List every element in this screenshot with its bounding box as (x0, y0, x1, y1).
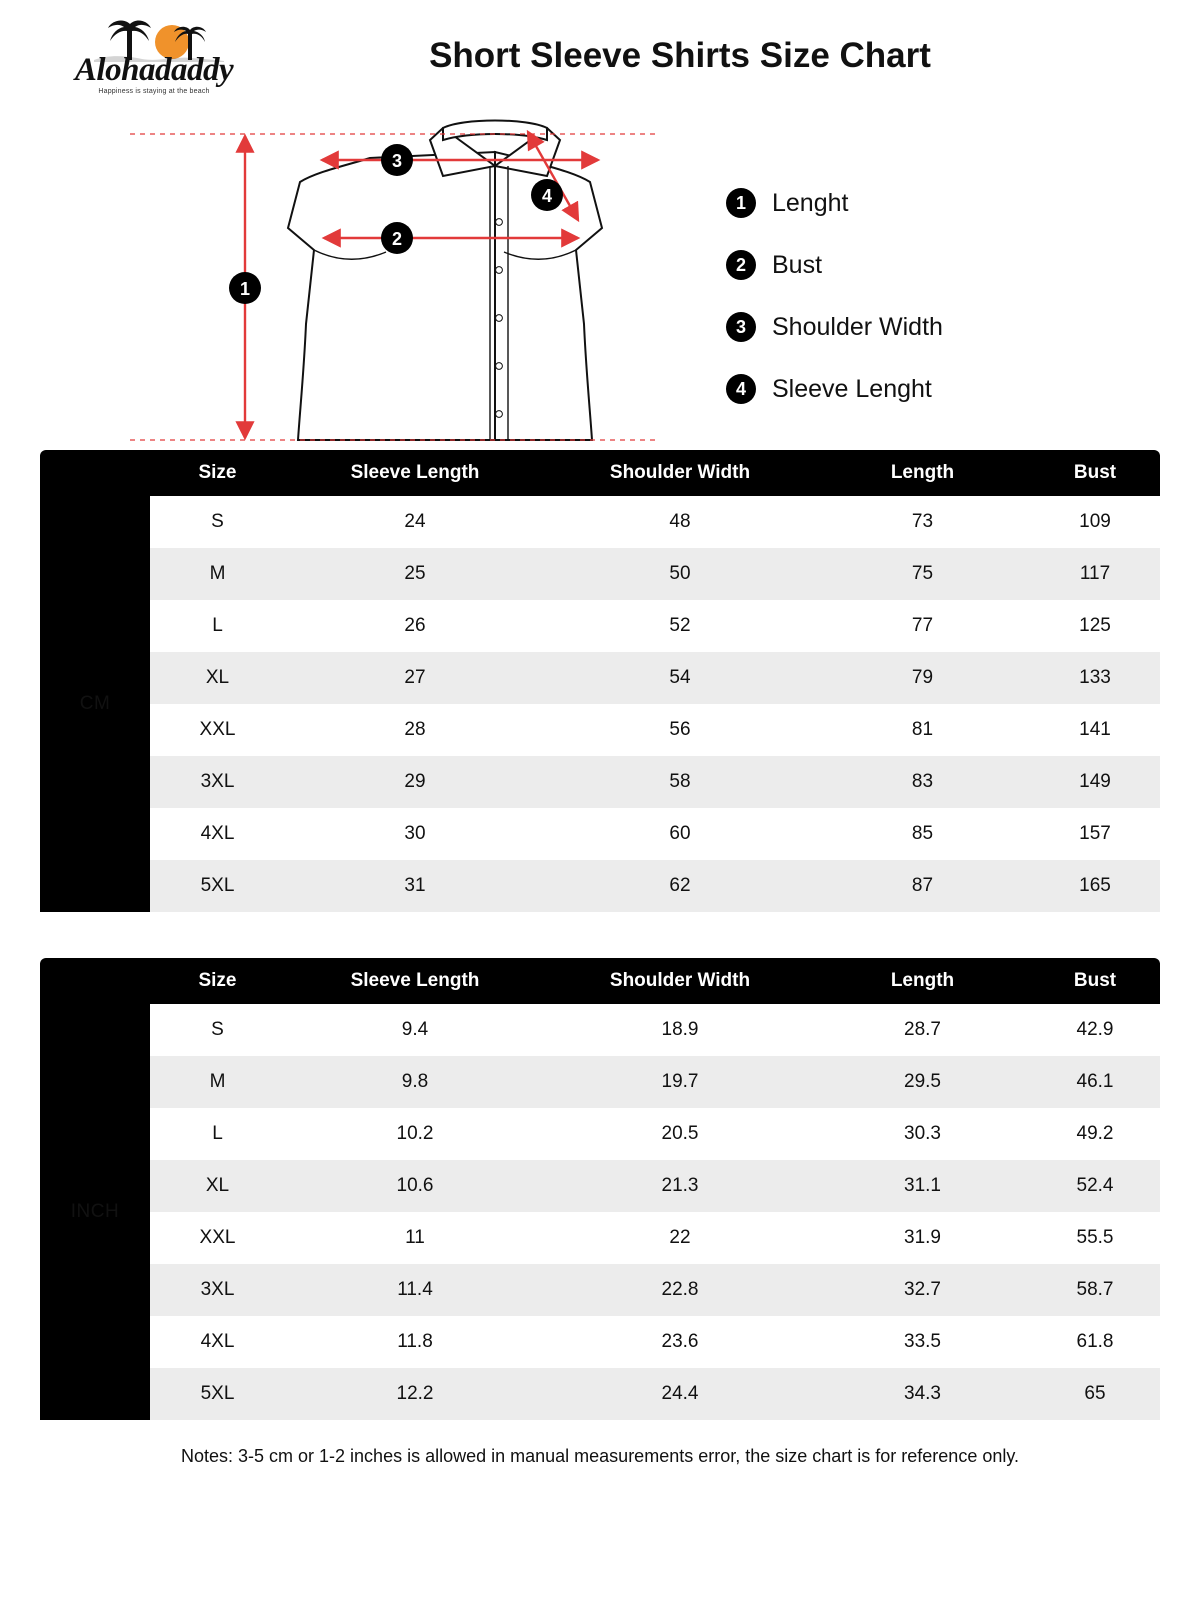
legend-item-shoulder-width (726, 296, 943, 358)
size-table-cm (40, 450, 1160, 912)
cell-shoulder-width: 62 (545, 860, 815, 912)
cell-size: XXL (150, 704, 285, 756)
cell-shoulder-width: 19.7 (545, 1056, 815, 1108)
brand-logo (34, 14, 274, 110)
cell-length: 73 (815, 496, 1030, 548)
table-row (40, 1056, 1160, 1108)
col-header-shoulder-width: Shoulder Width (545, 450, 815, 496)
cell-bust: 125 (1030, 600, 1160, 652)
table-header-row (40, 450, 1160, 496)
cell-length: 75 (815, 548, 1030, 600)
cell-sleeve-length: 26 (285, 600, 545, 652)
col-header-size: Size (150, 958, 285, 1004)
cell-sleeve-length: 31 (285, 860, 545, 912)
cell-bust: 133 (1030, 652, 1160, 704)
legend-item-bust (726, 234, 943, 296)
table-header-row (40, 958, 1160, 1004)
cell-bust: 55.5 (1030, 1212, 1160, 1264)
cell-length: 32.7 (815, 1264, 1030, 1316)
size-table-inch (40, 958, 1160, 1420)
cell-length: 81 (815, 704, 1030, 756)
svg-text:4: 4 (541, 186, 553, 206)
cell-sleeve-length: 27 (285, 652, 545, 704)
cm-table-wrap (40, 450, 1160, 912)
cell-shoulder-width: 22 (545, 1212, 815, 1264)
measurement-diagram (0, 110, 1200, 450)
cell-shoulder-width: 24.4 (545, 1368, 815, 1420)
table-row (40, 1108, 1160, 1160)
legend-item-sleeve-length (726, 358, 943, 420)
cell-sleeve-length: 10.6 (285, 1160, 545, 1212)
cell-size: XL (150, 652, 285, 704)
table-row (40, 496, 1160, 548)
cell-bust: 58.7 (1030, 1264, 1160, 1316)
table-row (40, 704, 1160, 756)
cell-bust: 42.9 (1030, 1004, 1160, 1056)
cell-size: L (150, 1108, 285, 1160)
page-title: Short Sleeve Shirts Size Chart (429, 36, 931, 75)
table-row (40, 860, 1160, 912)
legend-number-1: 1 (726, 188, 756, 218)
cell-shoulder-width: 23.6 (545, 1316, 815, 1368)
cell-sleeve-length: 12.2 (285, 1368, 545, 1420)
legend-number-3: 3 (726, 312, 756, 342)
cell-length: 79 (815, 652, 1030, 704)
cell-shoulder-width: 18.9 (545, 1004, 815, 1056)
col-header-bust: Bust (1030, 958, 1160, 1004)
cell-shoulder-width: 56 (545, 704, 815, 756)
table-spacer (0, 912, 1200, 958)
cell-length: 33.5 (815, 1316, 1030, 1368)
cell-size: M (150, 1056, 285, 1108)
shirt-diagram-svg (100, 110, 800, 450)
cell-bust: 49.2 (1030, 1108, 1160, 1160)
legend-label-bust: Bust (772, 250, 823, 279)
cell-size: 4XL (150, 808, 285, 860)
cell-sleeve-length: 25 (285, 548, 545, 600)
legend-label-length: Lenght (772, 188, 849, 217)
cell-bust: 117 (1030, 548, 1160, 600)
cell-size: 5XL (150, 1368, 285, 1420)
cell-bust: 61.8 (1030, 1316, 1160, 1368)
legend-label-shoulder-width: Shoulder Width (772, 312, 943, 341)
cell-bust: 109 (1030, 496, 1160, 548)
table-row (40, 600, 1160, 652)
cell-sleeve-length: 11 (285, 1212, 545, 1264)
cell-bust: 46.1 (1030, 1056, 1160, 1108)
table-row (40, 756, 1160, 808)
unit-header-cm (40, 450, 150, 496)
legend-number-2: 2 (726, 250, 756, 280)
cell-length: 83 (815, 756, 1030, 808)
table-row (40, 1264, 1160, 1316)
legend-number-4: 4 (726, 374, 756, 404)
legend (726, 172, 943, 420)
cell-length: 30.3 (815, 1108, 1030, 1160)
cell-size: XXL (150, 1212, 285, 1264)
cell-shoulder-width: 48 (545, 496, 815, 548)
table-row (40, 1368, 1160, 1420)
cell-size: 4XL (150, 1316, 285, 1368)
cell-length: 34.3 (815, 1368, 1030, 1420)
cell-bust: 141 (1030, 704, 1160, 756)
cell-size: S (150, 1004, 285, 1056)
unit-label-inch: INCH (40, 1004, 150, 1420)
inch-table-wrap (40, 958, 1160, 1420)
cell-size: S (150, 496, 285, 548)
notes-text: Notes: 3-5 cm or 1-2 inches is allowed in manual measurements error, the size chart is for reference only. (180, 1446, 1020, 1466)
cell-length: 29.5 (815, 1056, 1030, 1108)
cell-shoulder-width: 21.3 (545, 1160, 815, 1212)
cell-sleeve-length: 9.4 (285, 1004, 545, 1056)
table-row (40, 1212, 1160, 1264)
cell-size: 5XL (150, 860, 285, 912)
cell-length: 28.7 (815, 1004, 1030, 1056)
col-header-length: Length (815, 958, 1030, 1004)
table-row (40, 1004, 1160, 1056)
cell-shoulder-width: 52 (545, 600, 815, 652)
legend-item-length (726, 172, 943, 234)
table-row (40, 1160, 1160, 1212)
table-row (40, 652, 1160, 704)
col-header-shoulder-width: Shoulder Width (545, 958, 815, 1004)
col-header-bust: Bust (1030, 450, 1160, 496)
cell-bust: 157 (1030, 808, 1160, 860)
legend-label-sleeve-length: Sleeve Lenght (772, 374, 932, 403)
svg-text:1: 1 (239, 279, 251, 299)
unit-header-inch (40, 958, 150, 1004)
cell-length: 77 (815, 600, 1030, 652)
cell-bust: 52.4 (1030, 1160, 1160, 1212)
svg-text:2: 2 (391, 229, 403, 249)
cell-size: M (150, 548, 285, 600)
svg-text:3: 3 (391, 151, 403, 171)
cell-length: 31.1 (815, 1160, 1030, 1212)
cell-sleeve-length: 24 (285, 496, 545, 548)
cell-sleeve-length: 9.8 (285, 1056, 545, 1108)
page-header (0, 0, 1200, 110)
cell-length: 31.9 (815, 1212, 1030, 1264)
cell-bust: 65 (1030, 1368, 1160, 1420)
cell-size: L (150, 600, 285, 652)
cell-sleeve-length: 28 (285, 704, 545, 756)
cell-shoulder-width: 20.5 (545, 1108, 815, 1160)
cell-shoulder-width: 54 (545, 652, 815, 704)
cell-length: 87 (815, 860, 1030, 912)
col-header-size: Size (150, 450, 285, 496)
cell-length: 85 (815, 808, 1030, 860)
cell-sleeve-length: 11.8 (285, 1316, 545, 1368)
cell-sleeve-length: 29 (285, 756, 545, 808)
table-row (40, 548, 1160, 600)
cell-bust: 149 (1030, 756, 1160, 808)
cell-size: XL (150, 1160, 285, 1212)
cell-sleeve-length: 30 (285, 808, 545, 860)
col-header-length: Length (815, 450, 1030, 496)
cell-sleeve-length: 10.2 (285, 1108, 545, 1160)
cell-size: 3XL (150, 1264, 285, 1316)
cell-shoulder-width: 22.8 (545, 1264, 815, 1316)
unit-label-cm: CM (40, 496, 150, 912)
col-header-sleeve-length: Sleeve Length (285, 450, 545, 496)
cell-bust: 165 (1030, 860, 1160, 912)
cell-shoulder-width: 60 (545, 808, 815, 860)
brand-tagline: Happiness is staying at the beach (98, 88, 210, 95)
col-header-sleeve-length: Sleeve Length (285, 958, 545, 1004)
table-row (40, 808, 1160, 860)
table-row (40, 1316, 1160, 1368)
cell-shoulder-width: 50 (545, 548, 815, 600)
cell-size: 3XL (150, 756, 285, 808)
cell-shoulder-width: 58 (545, 756, 815, 808)
brand-name: Alohadaddy (74, 52, 234, 88)
cell-sleeve-length: 11.4 (285, 1264, 545, 1316)
